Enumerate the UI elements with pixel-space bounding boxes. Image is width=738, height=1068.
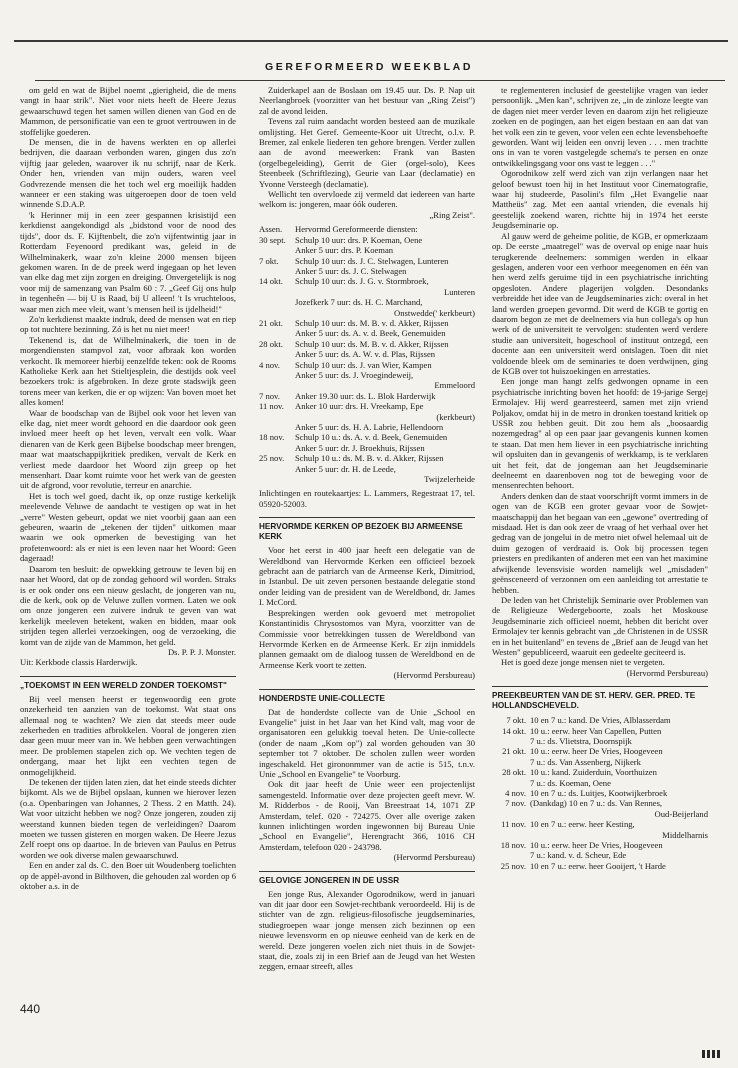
- schedule-date: [259, 443, 295, 453]
- paragraph: Besprekingen werden ook gevoerd met metropoliet Konstantinidis Chrysostomos van Myra, voorzitter van de Commissie voor betrekkingen tussen de Wereldbond van Hervormde Kerken en de Armeense Kerk. Er zijn inmiddels plannen gemaakt om de dialoog tussen de Wereldbond en de Armeense Kerk voort te zetten.: [259, 607, 475, 670]
- schedule-date: 11 nov.: [259, 401, 284, 412]
- schedule-date: 28 okt.: [259, 338, 283, 349]
- schedule-date: 14 okt.: [502, 725, 526, 736]
- schedule-entry: Schulp 10 uur: drs. P. Koeman, Oene: [295, 234, 423, 245]
- paragraph: te reglementeren inclusief de geestelijke vragen van ieder persoonlijk. „Men kan", schrijven ze, „in de zinloze leegte van de dagen niet meer verder leven en daarom zijn het religieuze zoeken en de pogingen, aan het eigen bestaan en aan dat van het volk een zin te geven, voor velen een echte levensbehoefte geworden. Want wij leiden een onvrij leven . . . men trachtte ons in van te voren vastgelegde schema's te persen en onze ontwikkelingsgang voor ons vast te leggen . . .": [492, 85, 708, 168]
- schedule-entry: 7 u.: ds. Koeman, Oene: [530, 777, 611, 788]
- paragraph: Tevens zal ruim aandacht worden besteed aan de muzikale omlijsting. Het Geref. Gemeente-Koor uit Utrecht, o.l.v. P. Bremer, zal enkele liederen ten gehore brengen. Verder zullen aan de avond meewerken: Frank van Basten (orgelbegeleiding), Gerrit de Gier (orgel-solo), Kees Steenbeek (Schriftlezing), Geurie van Laar (declamatie) en Yvonne Versteegh (declamatie).: [259, 116, 475, 189]
- signature: (Hervormd Persbureau): [393, 852, 475, 863]
- schedule-date: 7 nov.: [259, 390, 280, 401]
- schedule-entry: 10 u.: eerw. heer De Vries, Hoogeveen: [530, 746, 663, 757]
- schedule-row: [492, 726, 708, 736]
- schedule-date: 28 okt.: [502, 767, 526, 778]
- paragraph: om geld en wat de Bijbel noemt „gierigheid, die de mens vangt in haar strik". Niet voor niets heeft de Heere Jezus gewaarschuwd tegen het samen willen dienen van God en de Mammon, de personificatie van een te groot vertrouwen in de stoffelijke goederen.: [20, 85, 236, 137]
- schedule-row: [259, 370, 475, 380]
- paragraph: Een jonge man hangt zelfs gedwongen opname in een psychiatrische inrichting boven het hoofd: de 19-jarige Sergej Ermolajev. Hij werd gearresteerd, samen met zijn vriend Poljakov, omdat hij in de metro in dronken toestand kritiek op USSR zou hebben geuit. Dit zou hem als „boosaardig nozemgedrag" al op een paar jaar gevangenis kunnen komen te staan. Dat men hem liever in een psychiatrische inrichting wil opsluiten dan in gevangenis of werkkamp, is te verklaren uit het feit, dat de jongeman aan het Jeugdseminarie deelneemt en daarenboven nog tot de beweging voor de mensenrechten behoort.: [492, 376, 708, 491]
- schedule-date: [492, 757, 530, 767]
- schedule-entry: 7 u.: kand. v. d. Scheur, Ede: [530, 850, 627, 861]
- service-schedule: [259, 224, 475, 484]
- schedule-entry: Oud-Beijerland: [654, 808, 708, 819]
- article-heading: „TOEKOMST IN EEN WERELD ZONDER TOEKOMST": [20, 676, 236, 691]
- schedule-date: 11 nov.: [501, 819, 526, 830]
- source-note: Uit: Kerkbode classis Harderwijk.: [20, 657, 138, 668]
- schedule-row: [492, 830, 708, 840]
- paragraph: Tekenend is, dat de Wilhelminakerk, die toen in de morgendiensten stampvol zat, voor afbraak kon worden verkocht. Ik memoreer hierbij eenzelfde teken: ook de Rooms Katholieke Kerk aan het Stieltjesplein, die destijds ook veel bezoekers trok: is afgebroken. In deze grote stadswijk geen torens meer van kerken, die er op wijzen: Van boven moet het alles komen!: [20, 334, 236, 408]
- schedule-date: 4 nov.: [505, 788, 526, 798]
- schedule-row: [259, 328, 475, 338]
- binding-mark: [702, 1050, 732, 1058]
- paragraph: Zo'n kerkdienst maakte indruk, deed de mensen wat en riep op tot nuchtere bezinning. Zó is het nu niet meer!: [20, 313, 236, 335]
- paragraph: Al gauw werd de geheime politie, de KGB, er opmerkzaam op. De eerste „maatregel" was de overval op enige naar huis terugkerende deelnemers: sommigen werden in elkaar geslagen, anderen voor een verhoor meegenomen en één van hen werd zelfs geruime tijd in een psychiatrische inrichting opgesloten. Andere plagerijen volgden. Desondanks verbreidde het idee van de Jeugdseminaries zich: overal in het land werden groepen gevormd. Dit werd de KGB te gortig en daarom begon ze met de deelnemers via hun collega's op hun werk of de universiteit te vervolgen: studenten werd verdere studie aan universiteit, hogeschool of instituut ontzegd, een docente aan een universiteit werd ontslagen. Toen dit niet voldoende bleek om de seminaries te doen verdwijnen, ging de KGB over tot huiszoekingen en arrestaties.: [492, 230, 708, 376]
- paragraph: Anders denken dan de staat voorschrijft vormt immers in de ogen van de KGB een groter gevaar voor de Sowjet-maatschappij dan het begaan van een „gewone" overtreding of misdaad. Het is dan ook zeer de vraag of het verhaal over het gedrag van de jongelui in de metro niet ofwel helemaal uit de duim gezogen of verdraaid is. Ook bij processen tegen priesters en predikanten of anderen met een van het maximine afwijkende levensvisie worden namelijk wel „misdaden" geënsceneerd of verzonnen om een aanleiding tot arrestatie te hebben.: [492, 490, 708, 595]
- schedule-entry: 10 en 7 u.: eerw. heer Gooijert, 't Harde: [530, 860, 666, 871]
- paragraph: Ook dit jaar heeft de Unie weer een projectenlijst samengesteld. Informatie over deze projecten geeft mevr. W. M. Ridderbos - de Rooij, Van Breestraat 14, 1071 ZP Amsterdam, telef. 020 - 724275. Over alle overige zaken kunnen inlichtingen worden ingewonnen bij Bureau Unie „School en Evangelie", Herengracht 366, 1016 CH Amsterdam, telefoon 020 - 243798.: [259, 779, 475, 852]
- schedule-date: 18 nov.: [500, 840, 526, 851]
- schedule-date: 25 nov.: [259, 453, 285, 464]
- schedule-row: [259, 235, 475, 245]
- schedule-entry: Anker 5 uur: ds. J. C. Stelwagen: [295, 265, 407, 276]
- schedule-date: [259, 297, 295, 307]
- schedule-row: [259, 422, 475, 432]
- paragraph: Waar de boodschap van de Bijbel ook voor het leven van elke dag, niet meer wordt gehoord en die daardoor ook geen invloed meer heeft op het leven, vervalt een volk. Waar dienaren van de Kerk geen Bijbelse boodschap meer brengen, maar wat maatschappijkritiek prediken, vervalt de Kerk en verliest mede daardoor het Woord zijn greep op het mensenhart. Daar komt ruimte voor het werk van de geesten uit de afgrond, voor revolutie, terreur en anarchie.: [20, 407, 236, 491]
- col1-body-2: [20, 694, 236, 892]
- schedule-date: [259, 349, 295, 359]
- signature: (Hervormd Persbureau): [626, 667, 708, 678]
- schedule-entry: 7 u.: ds. Vlietstra, Doornspijk: [530, 735, 632, 746]
- schedule-row: [259, 224, 475, 234]
- schedule-date: [492, 778, 530, 788]
- schedule-row: [259, 391, 475, 401]
- schedule-row: [259, 443, 475, 453]
- schedule-entry: Onstwedde(' kerkbeurt): [393, 307, 475, 318]
- schedule-row: [259, 339, 475, 349]
- schedule-entry: 10 u.: eerw. heer De Vries, Hoogeveen: [530, 840, 663, 851]
- schedule-entry: Middelharnis: [662, 829, 708, 840]
- schedule-date: [259, 464, 295, 474]
- schedule-entry: 10 en 7 u.: ds. Luitjes, Kootwijkerbroek: [530, 788, 668, 798]
- schedule-entry: Schulp 10 uur: ds. J. van Wier, Kampen: [295, 359, 432, 370]
- schedule-entry: 10 u.: kand. Zuiderduin, Voorthuizen: [530, 767, 657, 778]
- schedule-entry: Twijzelerheide: [424, 474, 475, 485]
- schedule-date: [492, 830, 530, 840]
- schedule-entry: Anker 5 uur: ds. A. W. v. d. Plas, Rijssen: [295, 349, 436, 360]
- article-heading: PREEKBEURTEN VAN DE ST. HERV. GER. PRED. TE HOLLANDSCHEVELD.: [492, 686, 708, 711]
- schedule-row: [492, 778, 708, 788]
- schedule-row: [259, 401, 475, 411]
- schedule-entry: 7 u.: ds. Van Assenberg, Nijkerk: [530, 756, 641, 767]
- schedule-entry: Anker 10 uur: drs. H. Vreekamp, Epe: [295, 401, 424, 412]
- col2-body-4: [259, 889, 475, 972]
- schedule-date: [492, 736, 530, 746]
- paragraph: Zuiderkapel aan de Boslaan om 19.45 uur. Ds. P. Nap uit Neerlangbroek (voorzitter van het bestuur van „Ring Zeist") zal de avond leiden.: [259, 85, 475, 116]
- schedule-entry: (Dankdag) 10 en 7 u.: ds. Van Rennes,: [530, 798, 663, 809]
- schedule-row: [259, 474, 475, 484]
- schedule-row: [259, 453, 475, 463]
- col1-body: [20, 85, 236, 647]
- schedule-row: [259, 308, 475, 318]
- schedule-entry: (kerkbeurt): [436, 411, 475, 422]
- schedule-row: [492, 788, 708, 798]
- schedule-row: [259, 318, 475, 328]
- schedule-date: 14 okt.: [259, 276, 283, 287]
- schedule-row: [492, 736, 708, 746]
- schedule-date: 7 okt.: [506, 715, 526, 726]
- schedule-row: [492, 850, 708, 860]
- schedule-row: [492, 715, 708, 725]
- schedule-date: 18 nov.: [259, 432, 285, 443]
- schedule-entry: Jozefkerk 7 uur: ds. H. C. Marchand,: [295, 297, 423, 308]
- schedule-row: [492, 840, 708, 850]
- schedule-date: [492, 850, 530, 860]
- paragraph: Dat de honderdste collecte van de Unie „School en Evangelie" juist in het Jaar van het Kind valt, mag voor de organisatoren een gelukkig toeval heten. De Unie-collecte (onder de naam „Kom op") zal worden gehouden van 30 september tot 7 oktober. De scholen zullen weer worden ingeschakeld. Het girononmmer van de actie is 515, t.n.v. Unie „School en Evangelie" te Voorburg.: [259, 706, 475, 779]
- col2-body-3: [259, 707, 475, 853]
- schedule-date: 7 nov.: [505, 798, 526, 809]
- col2-body-2: [259, 545, 475, 670]
- paragraph: Een en ander zal ds. C. den Boer uit Woudenberg toelichten op de appèl-avond in Bilthoven, die gehouden zal worden op 6 oktober a.s. in de: [20, 860, 236, 892]
- schedule-row: [492, 861, 708, 871]
- schedule-entry: Schulp 10 uur: ds. J. C. Stelwagen, Lunteren: [295, 255, 449, 266]
- paragraph: Het is goed deze jonge mensen niet te vergeten.: [501, 657, 665, 668]
- schedule-date: [259, 308, 295, 318]
- schedule-row: [492, 757, 708, 767]
- paragraph: Het is toch wel goed, dacht ik, op onze rustige kerkelijk meelevende Veluwe de aandacht te vestigen op wat in het „verre" Westen gebeurt, opdat we niet voorbij gaan aan een gebeuren, waarin de „tekenen der tijden" uitkomen maar waarin we ook opmerken de bevestiging van het profetenwoord: als er niet is een leven naar het Woord: Geen dageraad!: [20, 490, 236, 564]
- schedule-entry: Hervormd Gereformeerde diensten:: [295, 224, 418, 235]
- column-1: [20, 85, 236, 891]
- schedule-entry: Anker 5 uur: ds. H. A. Labrie, Hellendoorn: [295, 422, 444, 432]
- signature: (Hervormd Persbureau): [393, 670, 475, 681]
- paragraph: 'k Herinner mij in een zeer gespannen krisistijd een kerkdienst aangekondigd als „bidstond voor de nood des tijds", door ds. F. Kijftenbelt, die zo'n vijfentwintig jaar in Rotterdam Feyenoord predikant was, geleid in de Wilhelminakerk, waar zo'n kleine 2000 mensen bijeen gekomen waren. In de de preek werd ingegaan op het leven van elke dag met zijn zorgen en dreiging. Onvergetelijk is nog voor mij de samenzang van Psalm 60 : 7. „Geef Gij ons hulp in tegenheên — bij U is Raad, bij U alleen! 't Is vruchteloos, waar men zich mee vleit, want 's mensen heil is ijdelheid!": [20, 209, 236, 314]
- schedule-date: 4 nov.: [259, 359, 280, 370]
- schedule-entry: Anker 5 uur: ds. J. Vroegindeweij,: [295, 369, 414, 380]
- signature: „Ring Zeist".: [429, 209, 475, 220]
- schedule-entry: Schulp 10 u.: ds. A. v. d. Beek, Genemuiden: [295, 432, 448, 443]
- schedule-entry: Anker 5 uur: ds. A. v. d. Beek, Genemuiden: [295, 328, 446, 339]
- masthead-title: GEREFORMEERD WEEKBLAD: [264, 61, 474, 73]
- schedule-date: [259, 380, 295, 390]
- schedule-entry: Schulp 10 uur: ds. J. G. v. Stormbroek,: [295, 276, 429, 287]
- schedule-entry: Anker 19.30 uur: ds. L. Blok Harderwijk: [295, 390, 436, 401]
- article-heading: HERVORMDE KERKEN OP BEZOEK BIJ ARMEENSE KERK: [259, 517, 475, 542]
- paragraph: De mensen, die in de havens werkten en op allerlei bedrijven, die daaraan verbonden waren, gingen dus zo'n vijftig jaar geleden, waarover ik nu schrijf, naar de Kerk. Onder hen, vrienden van mijn ouders, waren veel Godvrezende mensen die het toch wel erg moeilijk hadden wanneer er een staking was uitgeroepen door de toen veld winnende S.D.A.P.: [20, 137, 236, 210]
- schedule-date: 25 nov.: [500, 860, 526, 871]
- top-rule: [14, 40, 728, 42]
- schedule-entry: 10 en 7 u.: eerw. heer Kesting,: [530, 819, 635, 830]
- col2-body: [259, 85, 475, 210]
- schedule-date: [259, 328, 295, 338]
- paragraph: Een jonge Rus, Alexander Ogorodnikow, werd in januari van dit jaar door een Sowjet-rechtbank veroordeeld. Hij is de stichter van de zgn. religieus-filosofische jeugdseminaries, studiegroepen waar jonge mensen zich bezinnen op een nieuwe levensvorm en op nieuwe eenheid van de kerk en de wereld. Deze jongeren voelen zich niet thuis in de Sowjet-staat, die, zoals zij in een Brief aan de Jeugd van het Westen zeggen, ernaar streeft, alles: [259, 888, 475, 972]
- col3-body: [492, 85, 708, 668]
- schedule-date: [492, 809, 530, 819]
- schedule-entry: Emmeloord: [434, 380, 475, 391]
- schedule-entry: Lunteren: [443, 286, 475, 297]
- schedule-date: [259, 412, 295, 422]
- schedule-row: [259, 256, 475, 266]
- schedule-row: [492, 746, 708, 756]
- schedule-row: [259, 464, 475, 474]
- info-note: Inlichtingen en routekaartjes: L. Lammers, Regestraat 17, tel. 05920-52003.: [259, 488, 475, 509]
- schedule-entry: Schulp 10 u.: ds. M. B. v. d. Akker, Rijssen: [295, 453, 444, 464]
- schedule-date: 7 okt.: [259, 255, 279, 266]
- page-number: 440: [20, 1002, 41, 1016]
- column-2: [259, 85, 475, 972]
- paragraph: Bij veel mensen heerst er tegenwoordig een grote onzekerheid ten aanzien van de toekomst. Wat staat ons allemaal nog te wachten? We zien dat steeds meer oude zekerheden en tradities afbrokkelen. Vooral de jongeren zien daar geen muur meer van in. We hebben geen verwachtingen meer. De problemen stapelen zich op. We vechten tegen de ondergang, maar het lijkt een vechten tegen de onmogelijkheid.: [20, 693, 236, 777]
- signature: Ds. P. P. J. Monster.: [167, 646, 236, 657]
- schedule-entry: 10 en 7 u.: kand. De Vries, Alblasserdam: [530, 715, 671, 726]
- schedule-row: [259, 360, 475, 370]
- schedule-date: 30 sept.: [259, 234, 286, 245]
- schedule-entry: Anker 5 uur: dr. J. Broekhuis, Rijssen: [295, 442, 425, 453]
- article-heading: GELOVIGE JONGEREN IN DE USSR: [259, 871, 475, 886]
- schedule-row: [259, 432, 475, 442]
- schedule-entry: Schulp 10 uur: ds. M. B. v. d. Akker, Rijssen: [295, 317, 449, 328]
- paragraph: Daarom ten besluit: de opwekking getrouw te leven bij en naar het Woord, dat op de zondag gehoord wil worden. Straks is er ook onder ons een nieuw geslacht, de jongeren van nu, die de kerk, ook op de Veluwe zullen vormen. Laten we ook om onze jongeren een zuivere indruk te geven van wat kerkelijk meeleven betekent, waken en bidden, maar ook strijden tegen allerlei verzoekingen, oog de verzoeking, die komt van de zijde van de Mammon, het geld.: [20, 563, 236, 647]
- schedule-row: [259, 245, 475, 255]
- schedule-date: [259, 287, 295, 297]
- paragraph: Wellicht ten overvloede zij vermeld dat iedereen van harte welkom is: jongeren, maar óók ouderen.: [259, 189, 475, 210]
- schedule-row: [259, 276, 475, 286]
- schedule-date: [259, 245, 295, 255]
- schedule-date: [259, 422, 295, 432]
- schedule-row: [259, 297, 475, 307]
- schedule-date: [259, 474, 295, 484]
- schedule-row: [492, 767, 708, 777]
- article-heading: HONDERDSTE UNIE-COLLECTE: [259, 689, 475, 704]
- schedule-date: 21 okt.: [502, 746, 526, 757]
- schedule-row: [259, 349, 475, 359]
- schedule-date: 21 okt.: [259, 317, 283, 328]
- schedule-entry: Anker 5 uur: dr. H. de Leede,: [295, 463, 396, 474]
- schedule-date: [259, 266, 295, 276]
- paragraph: De leden van het Christelijk Seminarie over Problemen van de Religieuze Wedergeboorte, zoals het Moskouse Jeugdseminarie zich officieel noemt, hebben dit bericht over Ermolajev ter kennis gebracht van „de Christenen in de USSR en in het buitenland" en tevens de „Brief aan de Jeugd van het Westen" gepubliceerd, waaruit een gedeelte geciteerd is.: [492, 594, 708, 657]
- schedule-entry: Anker 5 uur: drs. P. Koeman: [295, 245, 394, 256]
- paragraph: De tekenen der tijden laten zien, dat het einde steeds dichter bijkomt. Als we de Bijbel opslaan, kunnen we hierover lezen (o.a. Openbaringen van Johannes, 2 Thess. 2 en Matth. 24). Wat voor uitzicht hebben we nog? Onze jongeren, zouden zij weerstand kunnen bieden tegen de verleidingen? Daarom moeten we tussen gisteren en morgen waken. De Heere Jezus Zelf roept ons op daartoe. In de brieven van Paulus en Petrus worden we ook diverse malen gewaarschuwd.: [20, 777, 236, 860]
- schedule-row: [259, 266, 475, 276]
- preaching-schedule: [492, 715, 708, 871]
- schedule-date: Assen.: [259, 224, 283, 235]
- column-3: [492, 85, 708, 875]
- schedule-entry: 10 u.: eerw. heer Van Capellen, Putten: [530, 725, 662, 736]
- schedule-date: [259, 370, 295, 380]
- paragraph: Ogorodnikow zelf werd zich van zijn verlangen naar het geloof bewust toen hij in het Instituut voor Cinematografie, waar hij studeerde, Pasolini's film „Het Evangelie naar Mattheüs" zag. Met een aantal vrienden, die evenals hij geestelijk zoekend waren, richtte hij in 1974 het eerste Jeugdseminarie op.: [492, 168, 708, 231]
- schedule-row: [259, 412, 475, 422]
- schedule-entry: Schulp 10 uur: ds. M. B. v. d. Akker, Rijssen: [295, 338, 449, 349]
- schedule-row: [492, 809, 708, 819]
- schedule-row: [492, 798, 708, 808]
- paragraph: Voor het eerst in 400 jaar heeft een delegatie van de Wereldbond van Hervormde Kerken een officieel bezoek gebracht aan de patriarch van de Armeense Kerk, Dimitriod, in Istanbul. De uit zeven personen bestaande delegatie stond onder leiding van de president van de Wereldbond, dr. James I. McCord.: [259, 545, 475, 608]
- schedule-row: [259, 287, 475, 297]
- schedule-row: [259, 380, 475, 390]
- header-rule: [35, 80, 725, 81]
- schedule-row: [492, 819, 708, 829]
